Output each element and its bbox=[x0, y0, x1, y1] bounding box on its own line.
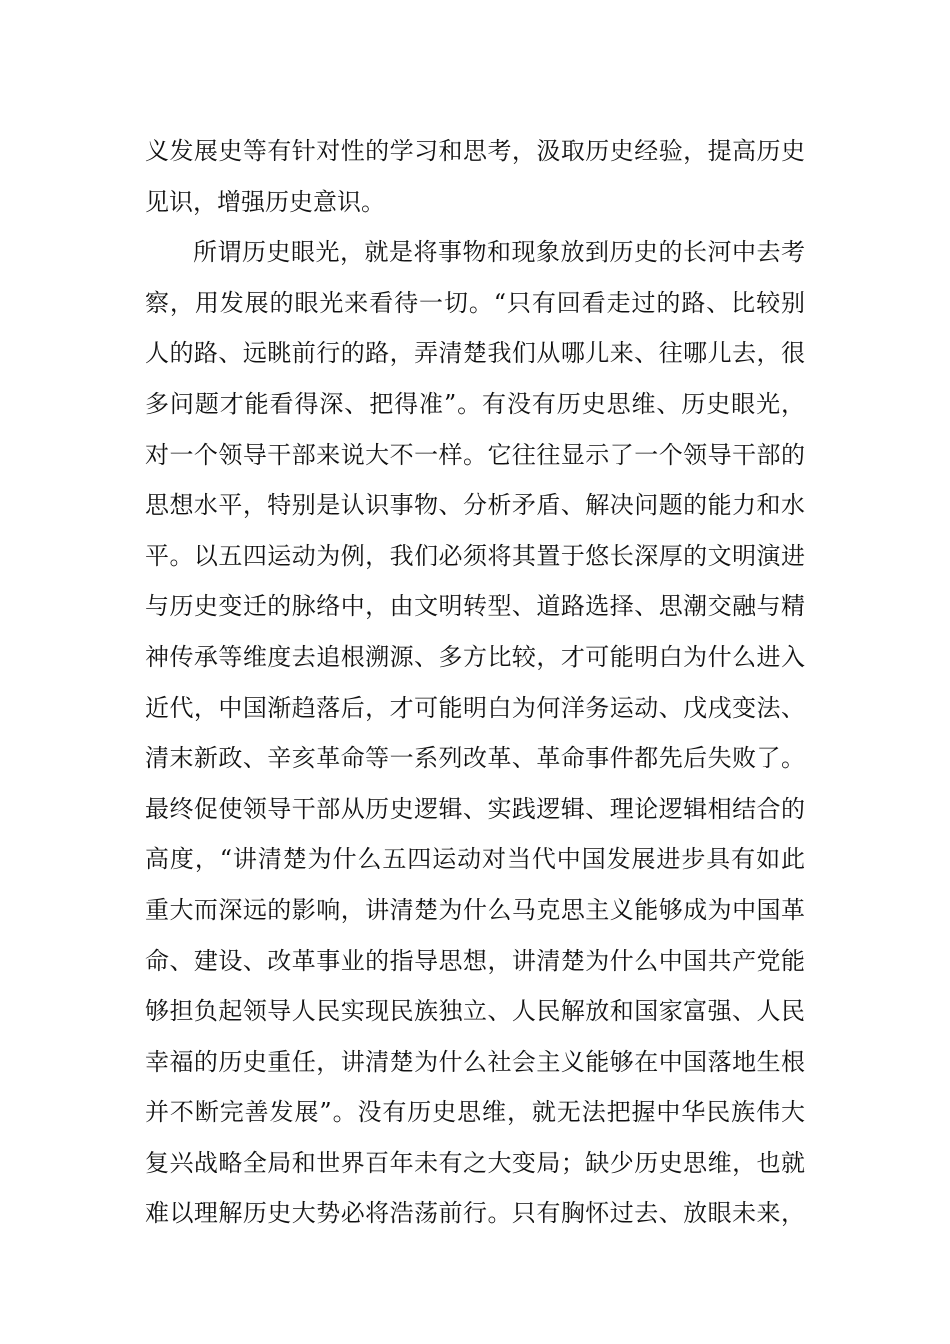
text-line: 复兴战略全局和世界百年未有之大变局；缺少历史思维，也就 bbox=[145, 1148, 805, 1177]
text-line: 近代，中国渐趋落后，才可能明白为何洋务运动、戊戌变法、 bbox=[145, 693, 805, 722]
text-line: 见识，增强历史意识。 bbox=[145, 187, 385, 216]
text-line: 人的路、远眺前行的路，弄清楚我们从哪儿来、往哪儿去，很 bbox=[145, 339, 805, 368]
text-line: 义发展史等有针对性的学习和思考，汲取历史经验，提高历史 bbox=[145, 137, 805, 165]
text-line: 幸福的历史重任，讲清楚为什么社会主义能够在中国落地生根 bbox=[145, 1047, 805, 1076]
text-line: 清末新政、辛亥革命等一系列改革、革命事件都先后失败了。 bbox=[145, 744, 805, 773]
text-line: 多问题才能看得深、把得准”。有没有历史思维、历史眼光， bbox=[145, 389, 805, 418]
text-line: 察，用发展的眼光来看待一切。“只有回看走过的路、比较别 bbox=[145, 288, 805, 317]
text-line: 对一个领导干部来说大不一样。它往往显示了一个领导干部的 bbox=[145, 440, 805, 469]
text-line: 所谓历史眼光，就是将事物和现象放到历史的长河中去考 bbox=[193, 238, 805, 267]
text-line: 高度，“讲清楚为什么五四运动对当代中国发展进步具有如此 bbox=[145, 845, 805, 874]
text-line: 难以理解历史大势必将浩荡前行。只有胸怀过去、放眼未来， bbox=[145, 1199, 805, 1228]
text-line: 命、建设、改革事业的指导思想，讲清楚为什么中国共产党能 bbox=[145, 946, 805, 975]
body-text bbox=[145, 126, 805, 1239]
text-line: 重大而深远的影响，讲清楚为什么马克思主义能够成为中国革 bbox=[145, 895, 805, 924]
text-line: 思想水平，特别是认识事物、分析矛盾、解决问题的能力和水 bbox=[145, 491, 805, 520]
text-line: 够担负起领导人民实现民族独立、人民解放和国家富强、人民 bbox=[145, 997, 805, 1026]
text-line: 最终促使领导干部从历史逻辑、实践逻辑、理论逻辑相结合的 bbox=[145, 794, 805, 823]
text-line: 与历史变迁的脉络中，由文明转型、道路选择、思潮交融与精 bbox=[145, 592, 805, 621]
text-line: 神传承等维度去追根溯源、多方比较，才可能明白为什么进入 bbox=[145, 642, 805, 671]
text-line: 并不断完善发展”。没有历史思维，就无法把握中华民族伟大 bbox=[145, 1098, 805, 1127]
text-line: 平。以五四运动为例，我们必须将其置于悠长深厚的文明演进 bbox=[145, 541, 805, 570]
